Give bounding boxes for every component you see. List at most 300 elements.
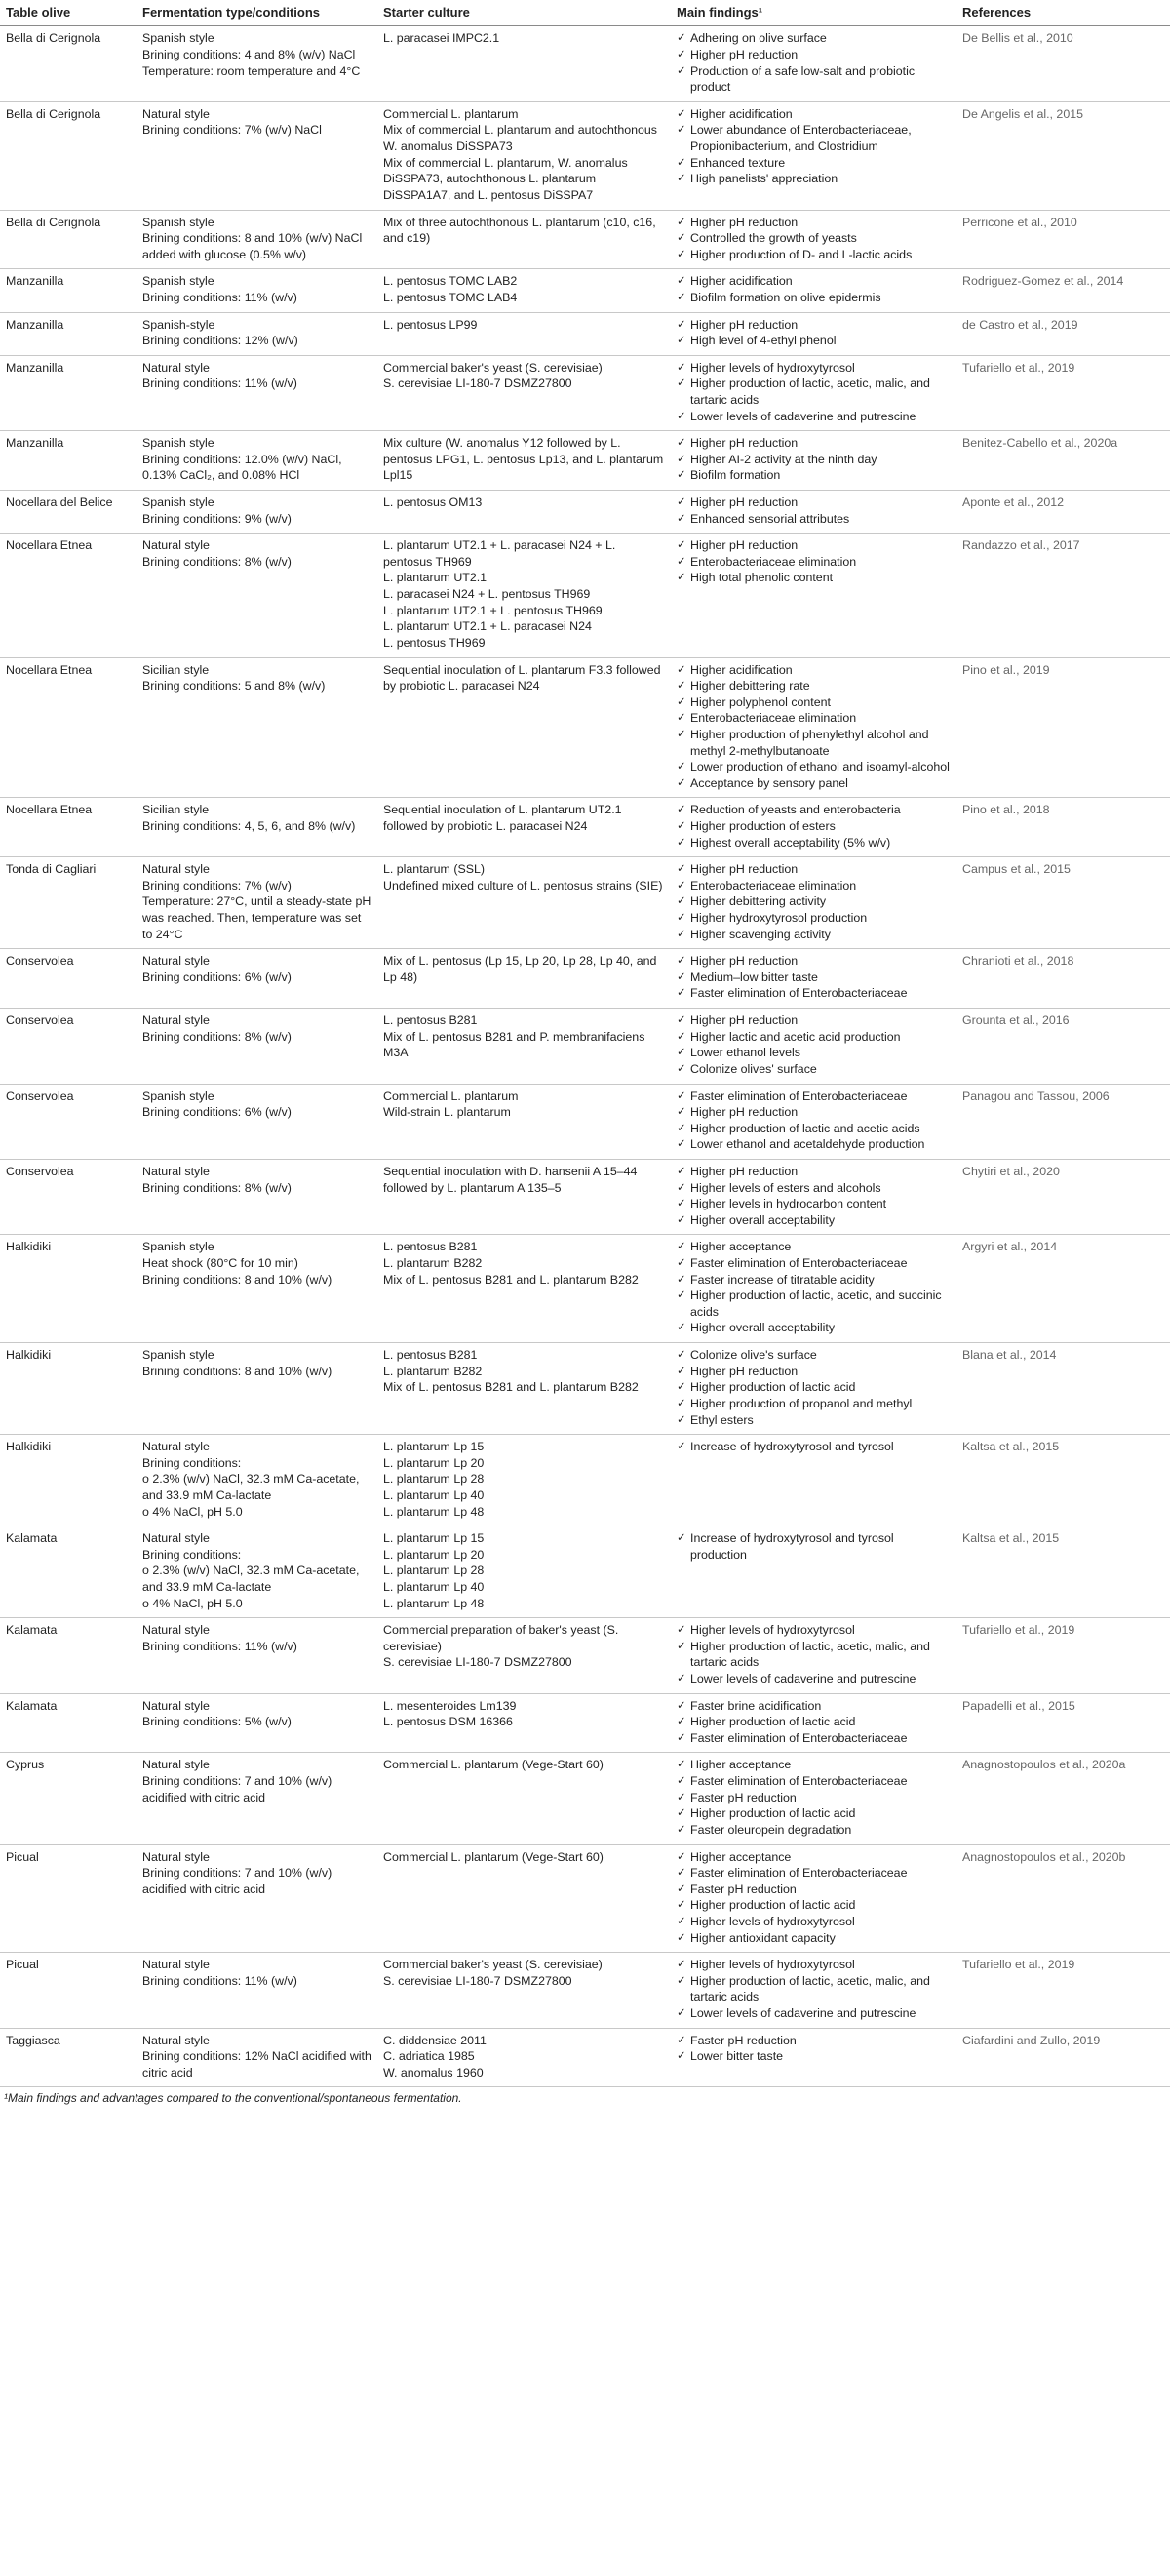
cell-main-findings — [671, 26, 956, 101]
finding-check-item: ✓ Faster elimination of Enterobacteriaceae — [677, 1255, 951, 1272]
condition-line: Sicilian style — [142, 662, 210, 677]
finding-check-item: ✓ Higher pH reduction — [677, 1164, 951, 1180]
finding-check-item: ✓ Faster elimination of Enterobacteriaceae — [677, 1773, 951, 1790]
condition-line: Natural style — [142, 1758, 210, 1772]
cell-conditions — [136, 1526, 377, 1618]
cell-starter-culture — [377, 657, 671, 798]
finding-check-item: ✓ Increase of hydroxytyrosol and tyrosol — [677, 1439, 951, 1455]
cell-table-olive: Manzanilla — [0, 355, 136, 430]
finding-check-item: ✓ Colonize olives' surface — [677, 1061, 951, 1078]
condition-line: Spanish style — [142, 436, 214, 451]
condition-line: Temperature: 27°C, until a steady-state pH was reached. Then, temperature was set to 24°C — [142, 894, 371, 941]
condition-line: o 2.3% (w/v) NaCl, 32.3 mM Ca-acetate, and 33.9 mM Ca-lactate — [142, 1472, 360, 1502]
cell-main-findings — [671, 355, 956, 430]
cell-main-findings — [671, 1693, 956, 1753]
finding-check-item: ✓ Reduction of yeasts and enterobacteria — [677, 802, 951, 818]
table-row — [0, 2028, 1170, 2087]
table-row — [0, 1753, 1170, 1844]
starter-line: L. mesenteroides Lm139 — [383, 1698, 517, 1713]
cell-reference: Rodriguez-Gomez et al., 2014 — [956, 269, 1170, 312]
table-row — [0, 269, 1170, 312]
cell-reference: Chranioti et al., 2018 — [956, 949, 1170, 1009]
condition-line: Spanish-style — [142, 317, 215, 332]
cell-starter-culture — [377, 355, 671, 430]
table-header — [0, 0, 1170, 26]
cell-reference: Argyri et al., 2014 — [956, 1235, 1170, 1343]
condition-line: Natural style — [142, 862, 210, 877]
cell-conditions — [136, 534, 377, 657]
cell-starter-culture — [377, 491, 671, 534]
condition-line: Brining conditions: 8 and 10% (w/v) — [142, 1272, 332, 1287]
cell-conditions — [136, 1159, 377, 1234]
starter-line: L. plantarum (SSL) — [383, 862, 485, 877]
table-row — [0, 1844, 1170, 1953]
starter-line: L. pentosus OM13 — [383, 495, 483, 510]
cell-starter-culture — [377, 2028, 671, 2087]
cell-conditions — [136, 210, 377, 269]
starter-line: L. plantarum UT2.1 — [383, 571, 488, 585]
starter-line: L. pentosus B281 — [383, 1348, 478, 1363]
cell-conditions — [136, 26, 377, 101]
cell-table-olive: Taggiasca — [0, 2028, 136, 2087]
cell-table-olive: Nocellara del Belice — [0, 491, 136, 534]
finding-check-item: ✓ Adhering on olive surface — [677, 30, 951, 47]
finding-check-item: ✓ Medium–low bitter taste — [677, 970, 951, 986]
cell-conditions — [136, 101, 377, 210]
condition-line: Brining conditions: 5 and 8% (w/v) — [142, 679, 326, 694]
cell-starter-culture — [377, 1084, 671, 1159]
condition-line: Brining conditions: 7 and 10% (w/v) acidified with citric acid — [142, 1866, 332, 1896]
cell-conditions — [136, 1844, 377, 1953]
cell-starter-culture — [377, 26, 671, 101]
starter-line: L. pentosus LP99 — [383, 317, 478, 332]
cell-table-olive: Cyprus — [0, 1753, 136, 1844]
finding-check-item: ✓ Higher levels of hydroxytyrosol — [677, 1957, 951, 1973]
table-row — [0, 1953, 1170, 2028]
table-row — [0, 1618, 1170, 1693]
cell-table-olive: Tonda di Cagliari — [0, 857, 136, 949]
starter-line: W. anomalus 1960 — [383, 2065, 484, 2080]
condition-line: Natural style — [142, 1013, 210, 1028]
cell-main-findings — [671, 949, 956, 1009]
cell-main-findings — [671, 1159, 956, 1234]
condition-line: o 4% NaCl, pH 5.0 — [142, 1504, 243, 1519]
table-row — [0, 657, 1170, 798]
finding-check-item: ✓ Higher pH reduction — [677, 1012, 951, 1029]
finding-check-item: ✓ Faster pH reduction — [677, 2033, 951, 2049]
starter-line: L. pentosus TOMC LAB2 — [383, 274, 518, 289]
finding-check-item: ✓ Higher production of lactic, acetic, malic, and tartaric acids — [677, 1973, 951, 2005]
starter-line: Commercial baker's yeast (S. cerevisiae) — [383, 1958, 603, 1972]
starter-line: Sequential inoculation of L. plantarum UT2.1 followed by probiotic L. paracasei N24 — [383, 803, 622, 833]
finding-check-item: ✓ High total phenolic content — [677, 570, 951, 586]
condition-line: Brining conditions: 8% (w/v) — [142, 1180, 292, 1195]
finding-check-item: ✓ Higher acceptance — [677, 1757, 951, 1773]
cell-starter-culture — [377, 1159, 671, 1234]
condition-line: Temperature: room temperature and 4°C — [142, 63, 361, 78]
cell-reference: Panagou and Tassou, 2006 — [956, 1084, 1170, 1159]
condition-line: Natural style — [142, 538, 210, 553]
starter-line: L. plantarum Lp 40 — [383, 1579, 485, 1594]
cell-table-olive: Conservolea — [0, 1009, 136, 1084]
cell-starter-culture — [377, 1953, 671, 2028]
cell-reference: Grounta et al., 2016 — [956, 1009, 1170, 1084]
cell-conditions — [136, 1693, 377, 1753]
cell-starter-culture — [377, 949, 671, 1009]
cell-starter-culture — [377, 1844, 671, 1953]
cell-reference: Anagnostopoulos et al., 2020a — [956, 1753, 1170, 1844]
cell-starter-culture — [377, 1526, 671, 1618]
condition-line: Natural style — [142, 106, 210, 121]
cell-reference: Pino et al., 2019 — [956, 657, 1170, 798]
cell-reference: Tufariello et al., 2019 — [956, 1618, 1170, 1693]
finding-check-item: ✓ Higher acidification — [677, 106, 951, 123]
cell-table-olive: Bella di Cerignola — [0, 26, 136, 101]
finding-check-item: ✓ Higher production of lactic acid — [677, 1379, 951, 1396]
finding-check-item: ✓ Higher pH reduction — [677, 215, 951, 231]
finding-check-item: ✓ Enterobacteriaceae elimination — [677, 878, 951, 894]
finding-check-item: ✓ Higher acceptance — [677, 1239, 951, 1255]
condition-line: Brining conditions: 11% (w/v) — [142, 1639, 297, 1653]
table-row — [0, 1526, 1170, 1618]
cell-main-findings — [671, 1953, 956, 2028]
finding-check-item: ✓ Lower levels of cadaverine and putrescine — [677, 1671, 951, 1687]
cell-starter-culture — [377, 312, 671, 355]
starter-line: Commercial baker's yeast (S. cerevisiae) — [383, 360, 603, 375]
table-row — [0, 210, 1170, 269]
cell-main-findings — [671, 534, 956, 657]
starter-line: L. plantarum Lp 20 — [383, 1547, 485, 1562]
cell-conditions — [136, 1009, 377, 1084]
condition-line: Brining conditions: 7% (w/v) — [142, 878, 292, 892]
finding-check-item: ✓ Faster elimination of Enterobacteriaceae — [677, 985, 951, 1002]
cell-starter-culture — [377, 1693, 671, 1753]
finding-check-item: ✓ Colonize olive's surface — [677, 1347, 951, 1364]
condition-line: Spanish style — [142, 31, 214, 46]
finding-check-item: ✓ Lower production of ethanol and isoamyl-alcohol — [677, 759, 951, 775]
condition-line: Natural style — [142, 1623, 210, 1638]
cell-table-olive: Nocellara Etnea — [0, 534, 136, 657]
finding-check-item: ✓ Higher pH reduction — [677, 495, 951, 511]
finding-check-item: ✓ Higher pH reduction — [677, 1104, 951, 1121]
finding-check-item: ✓ Higher acidification — [677, 662, 951, 679]
header-references: References — [956, 0, 1170, 26]
cell-starter-culture — [377, 269, 671, 312]
condition-line: Brining conditions: 8% (w/v) — [142, 1029, 292, 1044]
cell-starter-culture — [377, 857, 671, 949]
condition-line: Natural style — [142, 2033, 210, 2047]
cell-conditions — [136, 355, 377, 430]
condition-line: Natural style — [142, 1958, 210, 1972]
cell-starter-culture — [377, 1343, 671, 1435]
finding-check-item: ✓ Faster pH reduction — [677, 1790, 951, 1806]
cell-table-olive: Conservolea — [0, 1084, 136, 1159]
finding-check-item: ✓ Higher levels of hydroxytyrosol — [677, 360, 951, 376]
finding-check-item: ✓ Faster oleuropein degradation — [677, 1822, 951, 1839]
starter-line: L. plantarum Lp 15 — [383, 1440, 485, 1454]
starter-line: Commercial L. plantarum (Vege-Start 60) — [383, 1849, 604, 1864]
condition-line: Brining conditions: 5% (w/v) — [142, 1715, 292, 1729]
cell-main-findings — [671, 1343, 956, 1435]
condition-line: Brining conditions: 12.0% (w/v) NaCl, 0.13% CaCl₂, and 0.08% HCl — [142, 452, 342, 483]
cell-conditions — [136, 857, 377, 949]
cell-table-olive: Halkidiki — [0, 1435, 136, 1526]
cell-table-olive: Kalamata — [0, 1693, 136, 1753]
condition-line: Spanish style — [142, 274, 214, 289]
cell-main-findings — [671, 1084, 956, 1159]
finding-check-item: ✓ Higher levels in hydrocarbon content — [677, 1196, 951, 1212]
cell-conditions — [136, 491, 377, 534]
condition-line: Natural style — [142, 1531, 210, 1546]
starter-line: Mix of L. pentosus B281 and L. plantarum B282 — [383, 1380, 639, 1395]
cell-starter-culture — [377, 101, 671, 210]
cell-conditions — [136, 1953, 377, 2028]
cell-starter-culture — [377, 534, 671, 657]
table-row — [0, 949, 1170, 1009]
finding-check-item: ✓ Higher scavenging activity — [677, 927, 951, 943]
starter-line: L. plantarum Lp 20 — [383, 1455, 485, 1470]
condition-line: Spanish style — [142, 215, 214, 229]
condition-line: Spanish style — [142, 1240, 214, 1254]
table-row — [0, 101, 1170, 210]
table-body — [0, 26, 1170, 2087]
finding-check-item: ✓ Higher pH reduction — [677, 537, 951, 554]
finding-check-item: ✓ Lower levels of cadaverine and putrescine — [677, 409, 951, 425]
starter-line: L. plantarum B282 — [383, 1364, 483, 1378]
starter-line: L. pentosus TOMC LAB4 — [383, 290, 518, 304]
cell-reference: Kaltsa et al., 2015 — [956, 1526, 1170, 1618]
cell-table-olive: Picual — [0, 1844, 136, 1953]
finding-check-item: ✓ Lower ethanol levels — [677, 1045, 951, 1061]
finding-check-item: ✓ Faster brine acidification — [677, 1698, 951, 1715]
table-row — [0, 1084, 1170, 1159]
cell-main-findings — [671, 491, 956, 534]
finding-check-item: ✓ Higher acceptance — [677, 1849, 951, 1866]
finding-check-item: ✓ Higher overall acceptability — [677, 1320, 951, 1336]
cell-table-olive: Conservolea — [0, 1159, 136, 1234]
finding-check-item: ✓ Higher production of lactic acid — [677, 1897, 951, 1914]
header-starter-culture: Starter culture — [377, 0, 671, 26]
finding-check-item: ✓ Faster elimination of Enterobacteriaceae — [677, 1730, 951, 1747]
cell-main-findings — [671, 798, 956, 857]
finding-check-item: ✓ Higher production of lactic acid — [677, 1714, 951, 1730]
starter-line: Commercial L. plantarum (Vege-Start 60) — [383, 1758, 604, 1772]
cell-main-findings — [671, 1526, 956, 1618]
cell-table-olive: Kalamata — [0, 1618, 136, 1693]
cell-reference: Chytiri et al., 2020 — [956, 1159, 1170, 1234]
table-row — [0, 1343, 1170, 1435]
cell-reference: Benitez-Cabello et al., 2020a — [956, 431, 1170, 491]
condition-line: Brining conditions: 11% (w/v) — [142, 376, 297, 391]
cell-reference: Aponte et al., 2012 — [956, 491, 1170, 534]
cell-reference: Kaltsa et al., 2015 — [956, 1435, 1170, 1526]
cell-reference: Anagnostopoulos et al., 2020b — [956, 1844, 1170, 1953]
cell-conditions — [136, 1084, 377, 1159]
starter-line: Mix culture (W. anomalus Y12 followed by L. pentosus LPG1, L. pentosus Lp13, and L. plantarum Lpl15 — [383, 436, 664, 483]
cell-table-olive: Halkidiki — [0, 1343, 136, 1435]
finding-check-item: ✓ Higher hydroxytyrosol production — [677, 910, 951, 927]
header-main-findings: Main findings¹ — [671, 0, 956, 26]
starter-line: L. pentosus B281 — [383, 1240, 478, 1254]
cell-reference: Perricone et al., 2010 — [956, 210, 1170, 269]
header-fermentation: Fermentation type/conditions — [136, 0, 377, 26]
cell-main-findings — [671, 269, 956, 312]
finding-check-item: ✓ Higher lactic and acetic acid production — [677, 1029, 951, 1046]
condition-line: Natural style — [142, 1849, 210, 1864]
starter-line: L. plantarum Lp 28 — [383, 1472, 485, 1486]
condition-line: Brining conditions: 4 and 8% (w/v) NaCl — [142, 48, 356, 62]
finding-check-item: ✓ Controlled the growth of yeasts — [677, 230, 951, 247]
condition-line: Brining conditions: 7 and 10% (w/v) acidified with citric acid — [142, 1774, 332, 1804]
starter-line: Sequential inoculation of L. plantarum F3.3 followed by probiotic L. paracasei N24 — [383, 662, 661, 694]
cell-conditions — [136, 1343, 377, 1435]
finding-check-item: ✓ Higher levels of hydroxytyrosol — [677, 1622, 951, 1639]
starter-line: Mix of commercial L. plantarum, W. anomalus DiSSPA73, autochthonous L. plantarum DiSSPA1A7, and L. pentosus DiSSPA7 — [383, 155, 628, 202]
finding-check-item: ✓ Biofilm formation on olive epidermis — [677, 290, 951, 306]
cell-conditions — [136, 949, 377, 1009]
finding-check-item: ✓ Higher debittering rate — [677, 678, 951, 694]
finding-check-item: ✓ Production of a safe low-salt and probiotic product — [677, 63, 951, 96]
condition-line: o 4% NaCl, pH 5.0 — [142, 1596, 243, 1610]
cell-reference: Tufariello et al., 2019 — [956, 1953, 1170, 2028]
cell-table-olive: Manzanilla — [0, 269, 136, 312]
condition-line: Brining conditions: 6% (w/v) — [142, 970, 292, 984]
starter-line: Commercial preparation of baker's yeast (S. cerevisiae) — [383, 1623, 619, 1653]
finding-check-item: ✓ Higher production of lactic and acetic acids — [677, 1121, 951, 1137]
cell-starter-culture — [377, 431, 671, 491]
cell-main-findings — [671, 657, 956, 798]
starter-line: C. adriatica 1985 — [383, 2049, 475, 2064]
starter-line: L. plantarum Lp 48 — [383, 1596, 485, 1610]
starter-line: L. plantarum Lp 48 — [383, 1504, 485, 1519]
condition-line: Brining conditions: — [142, 1547, 242, 1562]
condition-line: Sicilian style — [142, 803, 210, 817]
cell-table-olive: Bella di Cerignola — [0, 210, 136, 269]
starter-line: L. paracasei N24 + L. pentosus TH969 — [383, 587, 591, 602]
table-row — [0, 26, 1170, 101]
cell-main-findings — [671, 2028, 956, 2087]
cell-table-olive: Conservolea — [0, 949, 136, 1009]
starter-line: L. paracasei IMPC2.1 — [383, 31, 500, 46]
condition-line: Heat shock (80°C for 10 min) — [142, 1256, 298, 1271]
finding-check-item: ✓ Higher production of propanol and methyl — [677, 1396, 951, 1412]
finding-check-item: ✓ Higher polyphenol content — [677, 694, 951, 711]
cell-conditions — [136, 1618, 377, 1693]
condition-line: Natural style — [142, 360, 210, 375]
table-row — [0, 1235, 1170, 1343]
condition-line: Natural style — [142, 954, 210, 969]
cell-main-findings — [671, 1435, 956, 1526]
condition-line: Spanish style — [142, 1348, 214, 1363]
finding-check-item: ✓ Ethyl esters — [677, 1412, 951, 1429]
finding-check-item: ✓ Lower bitter taste — [677, 2048, 951, 2065]
cell-starter-culture — [377, 1618, 671, 1693]
condition-line: Brining conditions: 6% (w/v) — [142, 1105, 292, 1120]
finding-check-item: ✓ Higher debittering activity — [677, 893, 951, 910]
finding-check-item: ✓ Higher production of D- and L-lactic acids — [677, 247, 951, 263]
cell-starter-culture — [377, 1235, 671, 1343]
finding-check-item: ✓ Higher production of phenylethyl alcohol and methyl 2-methylbutanoate — [677, 727, 951, 759]
starter-line: S. cerevisiae LI-180-7 DSMZ27800 — [383, 1973, 572, 1988]
finding-check-item: ✓ Faster elimination of Enterobacteriaceae — [677, 1089, 951, 1105]
starter-line: Mix of three autochthonous L. plantarum (c10, c16, and c19) — [383, 215, 656, 246]
cell-reference: de Castro et al., 2019 — [956, 312, 1170, 355]
starter-line: Mix of L. pentosus B281 and L. plantarum B282 — [383, 1272, 639, 1287]
header-table-olive: Table olive — [0, 0, 136, 26]
table-row — [0, 1693, 1170, 1753]
cell-reference: Campus et al., 2015 — [956, 857, 1170, 949]
condition-line: Brining conditions: 8 and 10% (w/v) — [142, 1364, 332, 1378]
cell-starter-culture — [377, 1009, 671, 1084]
condition-line: Brining conditions: 4, 5, 6, and 8% (w/v) — [142, 819, 356, 833]
starter-line: L. pentosus DSM 16366 — [383, 1715, 513, 1729]
starter-line: Mix of commercial L. plantarum and autochthonous W. anomalus DiSSPA73 — [383, 123, 657, 154]
cell-main-findings — [671, 1844, 956, 1953]
cell-reference: Tufariello et al., 2019 — [956, 355, 1170, 430]
cell-table-olive: Manzanilla — [0, 431, 136, 491]
finding-check-item: ✓ Highest overall acceptability (5% w/v) — [677, 835, 951, 852]
finding-check-item: ✓ Lower abundance of Enterobacteriaceae, Propionibacterium, and Clostridium — [677, 122, 951, 154]
condition-line: Brining conditions: 7% (w/v) NaCl — [142, 123, 322, 138]
finding-check-item: ✓ Higher production of lactic acid — [677, 1805, 951, 1822]
starter-line: L. pentosus B281 — [383, 1013, 478, 1028]
finding-check-item: ✓ Higher pH reduction — [677, 861, 951, 878]
cell-conditions — [136, 431, 377, 491]
cell-starter-culture — [377, 210, 671, 269]
table-row — [0, 312, 1170, 355]
table-row — [0, 534, 1170, 657]
table-row — [0, 1159, 1170, 1234]
finding-check-item: ✓ Higher production of lactic, acetic, malic, and tartaric acids — [677, 376, 951, 408]
finding-check-item: ✓ Enhanced sensorial attributes — [677, 511, 951, 528]
finding-check-item: ✓ Higher production of lactic, acetic, malic, and tartaric acids — [677, 1639, 951, 1671]
finding-check-item: ✓ Higher antioxidant capacity — [677, 1930, 951, 1947]
cell-table-olive: Picual — [0, 1953, 136, 2028]
cell-conditions — [136, 2028, 377, 2087]
table-row — [0, 1435, 1170, 1526]
cell-reference: Pino et al., 2018 — [956, 798, 1170, 857]
finding-check-item: ✓ Higher pH reduction — [677, 953, 951, 970]
finding-check-item: ✓ Higher pH reduction — [677, 317, 951, 334]
cell-reference: Blana et al., 2014 — [956, 1343, 1170, 1435]
condition-line: Brining conditions: 9% (w/v) — [142, 511, 292, 526]
table-row — [0, 355, 1170, 430]
table-row — [0, 798, 1170, 857]
cell-table-olive: Halkidiki — [0, 1235, 136, 1343]
finding-check-item: ✓ Higher production of esters — [677, 818, 951, 835]
cell-conditions — [136, 1435, 377, 1526]
starter-line: Commercial L. plantarum — [383, 1089, 519, 1103]
cell-main-findings — [671, 1753, 956, 1844]
finding-check-item: ✓ Biofilm formation — [677, 467, 951, 484]
starter-line: Undefined mixed culture of L. pentosus strains (SIE) — [383, 878, 663, 892]
finding-check-item: ✓ Faster elimination of Enterobacteriaceae — [677, 1865, 951, 1882]
cell-main-findings — [671, 431, 956, 491]
condition-line: Brining conditions: 12% NaCl acidified with citric acid — [142, 2049, 371, 2080]
table-row — [0, 431, 1170, 491]
cell-conditions — [136, 1753, 377, 1844]
cell-main-findings — [671, 1235, 956, 1343]
condition-line: Natural style — [142, 1698, 210, 1713]
cell-starter-culture — [377, 1753, 671, 1844]
starter-line: Wild-strain L. plantarum — [383, 1105, 511, 1120]
cell-conditions — [136, 269, 377, 312]
starter-line: Sequential inoculation with D. hansenii A 15–44 followed by L. plantarum A 135–5 — [383, 1164, 638, 1195]
starter-line: S. cerevisiae LI-180-7 DSMZ27800 — [383, 1655, 572, 1670]
table-row — [0, 1009, 1170, 1084]
finding-check-item: ✓ Faster increase of titratable acidity — [677, 1272, 951, 1288]
cell-table-olive: Manzanilla — [0, 312, 136, 355]
